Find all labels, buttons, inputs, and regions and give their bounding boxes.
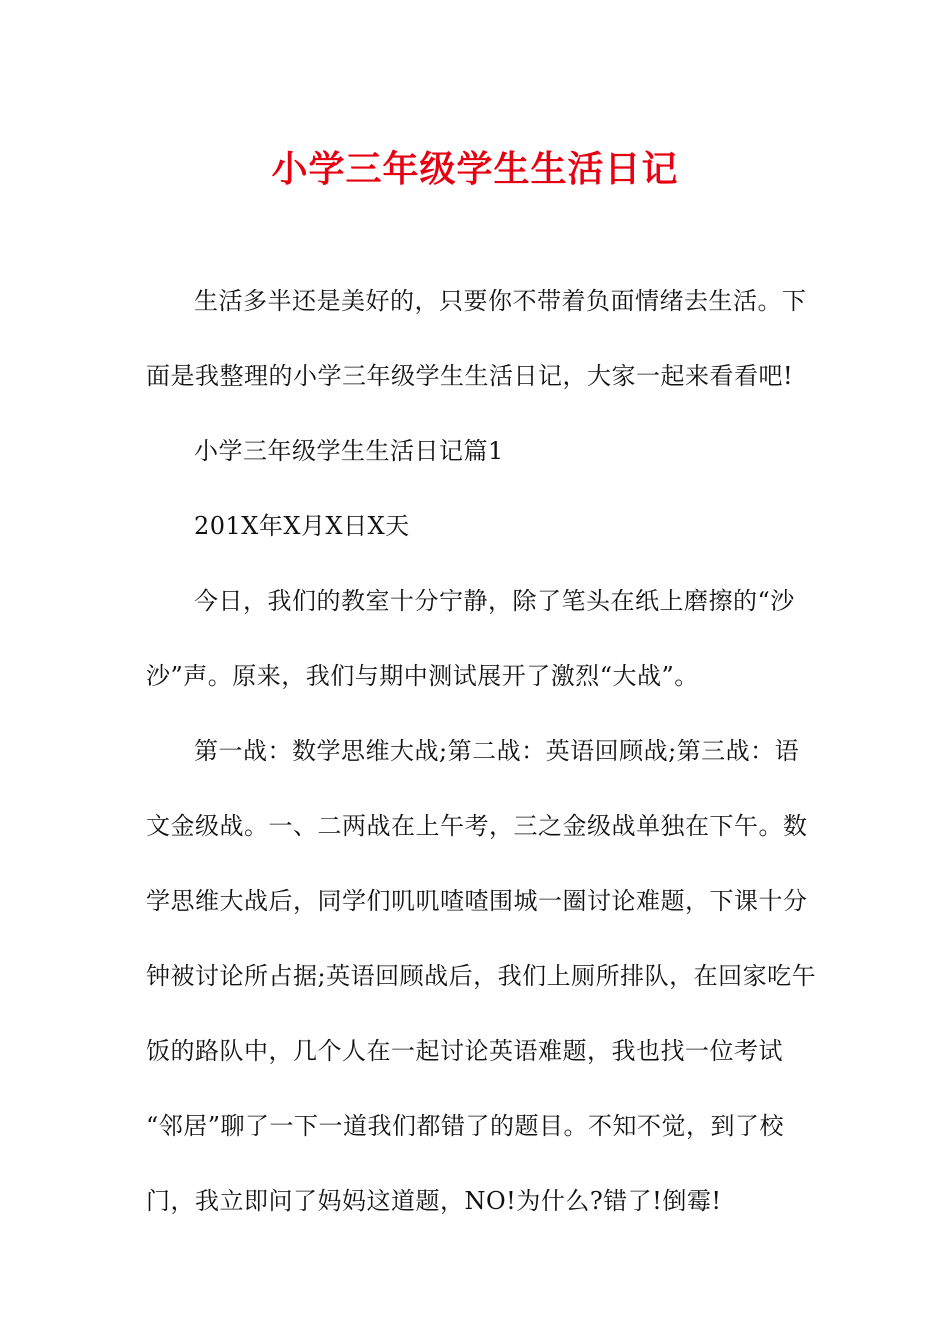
paragraph-line: 学思维大战后，同学们叽叽喳喳围城一圈讨论难题，下课十分 xyxy=(146,887,808,915)
paragraph-line: 面是我整理的小学三年级学生生活日记，大家一起来看看吧! xyxy=(146,362,794,390)
paragraph-line: 沙”声。原来，我们与期中测试展开了激烈“大战”。 xyxy=(146,662,699,690)
paragraph-line: 钟被讨论所占据;英语回顾战后，我们上厕所排队，在回家吃午 xyxy=(146,962,817,990)
paragraph-line: 生活多半还是美好的，只要你不带着负面情绪去生活。下 xyxy=(194,287,807,315)
paragraph-line: 文金级战。一、二两战在上午考，三之金级战单独在下午。数 xyxy=(146,812,808,840)
paragraph-line: 门，我立即问了妈妈这道题，NO!为什么?错了!倒霉! xyxy=(146,1187,722,1215)
paragraph-line: “邻居”聊了一下一道我们都错了的题目。不知不觉，到了校 xyxy=(146,1112,785,1140)
document-title: 小学三年级学生生活日记 xyxy=(271,149,679,190)
paragraph-line: 饭的路队中，几个人在一起讨论英语难题，我也找一位考试 xyxy=(146,1037,783,1065)
section-heading: 小学三年级学生生活日记篇1 xyxy=(194,437,504,465)
diary-date: 201X年X月X日X天 xyxy=(194,512,410,540)
paragraph-line: 今日，我们的教室十分宁静，除了笔头在纸上磨擦的“沙 xyxy=(194,587,795,615)
document-body xyxy=(146,264,817,1239)
paragraph-line: 第一战：数学思维大战;第二战：英语回顾战;第三战：语 xyxy=(194,737,800,765)
